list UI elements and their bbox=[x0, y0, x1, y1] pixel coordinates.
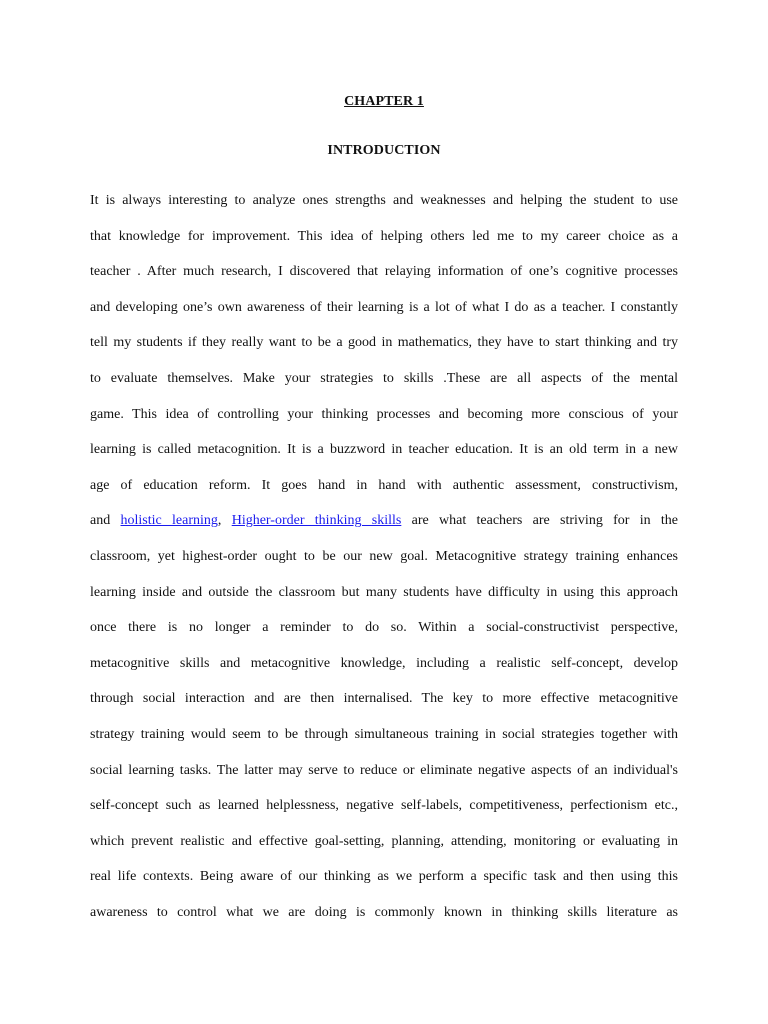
text-span: through social interaction and are then internalised. The key to more effective metacognitive bbox=[90, 691, 678, 707]
text-line bbox=[90, 468, 678, 504]
hyperlink[interactable]: Higher-order thinking skills bbox=[231, 513, 402, 529]
text-span: that knowledge for improvement. This idea of helping others led me to my career choice as a bbox=[90, 228, 678, 244]
text-span: to evaluate themselves. Make your strategies to skills .These are all aspects of the mental bbox=[90, 370, 678, 386]
text-span: It is always interesting to analyze ones strengths and weaknesses and helping the student to use bbox=[90, 193, 678, 208]
text-span: and bbox=[90, 513, 121, 529]
text-span: are what teachers are striving for in the bbox=[401, 513, 679, 529]
text-line bbox=[90, 361, 678, 397]
text-line bbox=[90, 397, 678, 433]
chapter-heading: CHAPTER 1 bbox=[344, 94, 424, 109]
section-title: INTRODUCTION bbox=[327, 143, 441, 158]
text-line bbox=[90, 503, 678, 539]
text-line bbox=[90, 325, 678, 361]
text-line bbox=[90, 290, 678, 326]
text-line bbox=[90, 824, 678, 860]
text-span: teacher . After much research, I discovered that relaying information of one’s cognitive processes bbox=[90, 264, 678, 280]
text-span: classroom, yet highest-order ought to be our new goal. Metacognitive strategy training enhances bbox=[90, 548, 678, 564]
text-span: strategy training would seem to be through simultaneous training in social strategies together with bbox=[90, 726, 678, 742]
text-line bbox=[90, 254, 678, 290]
text-line bbox=[90, 788, 678, 824]
text-span: once there is no longer a reminder to do so. Within a social-constructivist perspective, bbox=[90, 620, 678, 636]
text-span: game. This idea of controlling your thinking processes and becoming more conscious of your bbox=[90, 406, 678, 422]
text-line bbox=[90, 681, 678, 717]
text-line bbox=[90, 646, 678, 682]
text-line bbox=[90, 753, 678, 789]
text-line bbox=[90, 432, 678, 468]
text-line bbox=[90, 610, 678, 646]
text-line bbox=[90, 219, 678, 255]
text-line bbox=[90, 717, 678, 753]
text-span: tell my students if they really want to be a good in mathematics, they have to start thinking and try bbox=[90, 335, 678, 351]
text-span: social learning tasks. The latter may serve to reduce or eliminate negative aspects of an individual's bbox=[90, 762, 678, 778]
body-paragraph bbox=[90, 183, 678, 930]
text-span: learning is called metacognition. It is a buzzword in teacher education. It is an old term in a new bbox=[90, 442, 678, 458]
text-line bbox=[90, 183, 678, 219]
text-line bbox=[90, 895, 678, 931]
text-span: real life contexts. Being aware of our thinking as we perform a specific task and then using this bbox=[90, 869, 678, 885]
text-line bbox=[90, 575, 678, 611]
text-line bbox=[90, 859, 678, 895]
hyperlink[interactable]: holistic learning bbox=[120, 513, 218, 529]
text-span: age of education reform. It goes hand in hand with authentic assessment, constructivism, bbox=[90, 477, 678, 493]
text-line bbox=[90, 539, 678, 575]
text-span: awareness to control what we are doing is commonly known in thinking skills literature as bbox=[90, 904, 678, 920]
text-span: self-concept such as learned helplessness, negative self-labels, competitiveness, perfectionism etc., bbox=[90, 798, 678, 814]
text-span: which prevent realistic and effective goal-setting, planning, attending, monitoring or evaluating in bbox=[90, 833, 678, 849]
text-span: and developing one’s own awareness of their learning is a lot of what I do as a teacher. I constantly bbox=[90, 299, 678, 315]
text-span: , bbox=[217, 513, 232, 529]
text-span: metacognitive skills and metacognitive knowledge, including a realistic self-concept, develop bbox=[90, 655, 678, 671]
text-span: learning inside and outside the classroom but many students have difficulty in using this approach bbox=[90, 584, 678, 600]
